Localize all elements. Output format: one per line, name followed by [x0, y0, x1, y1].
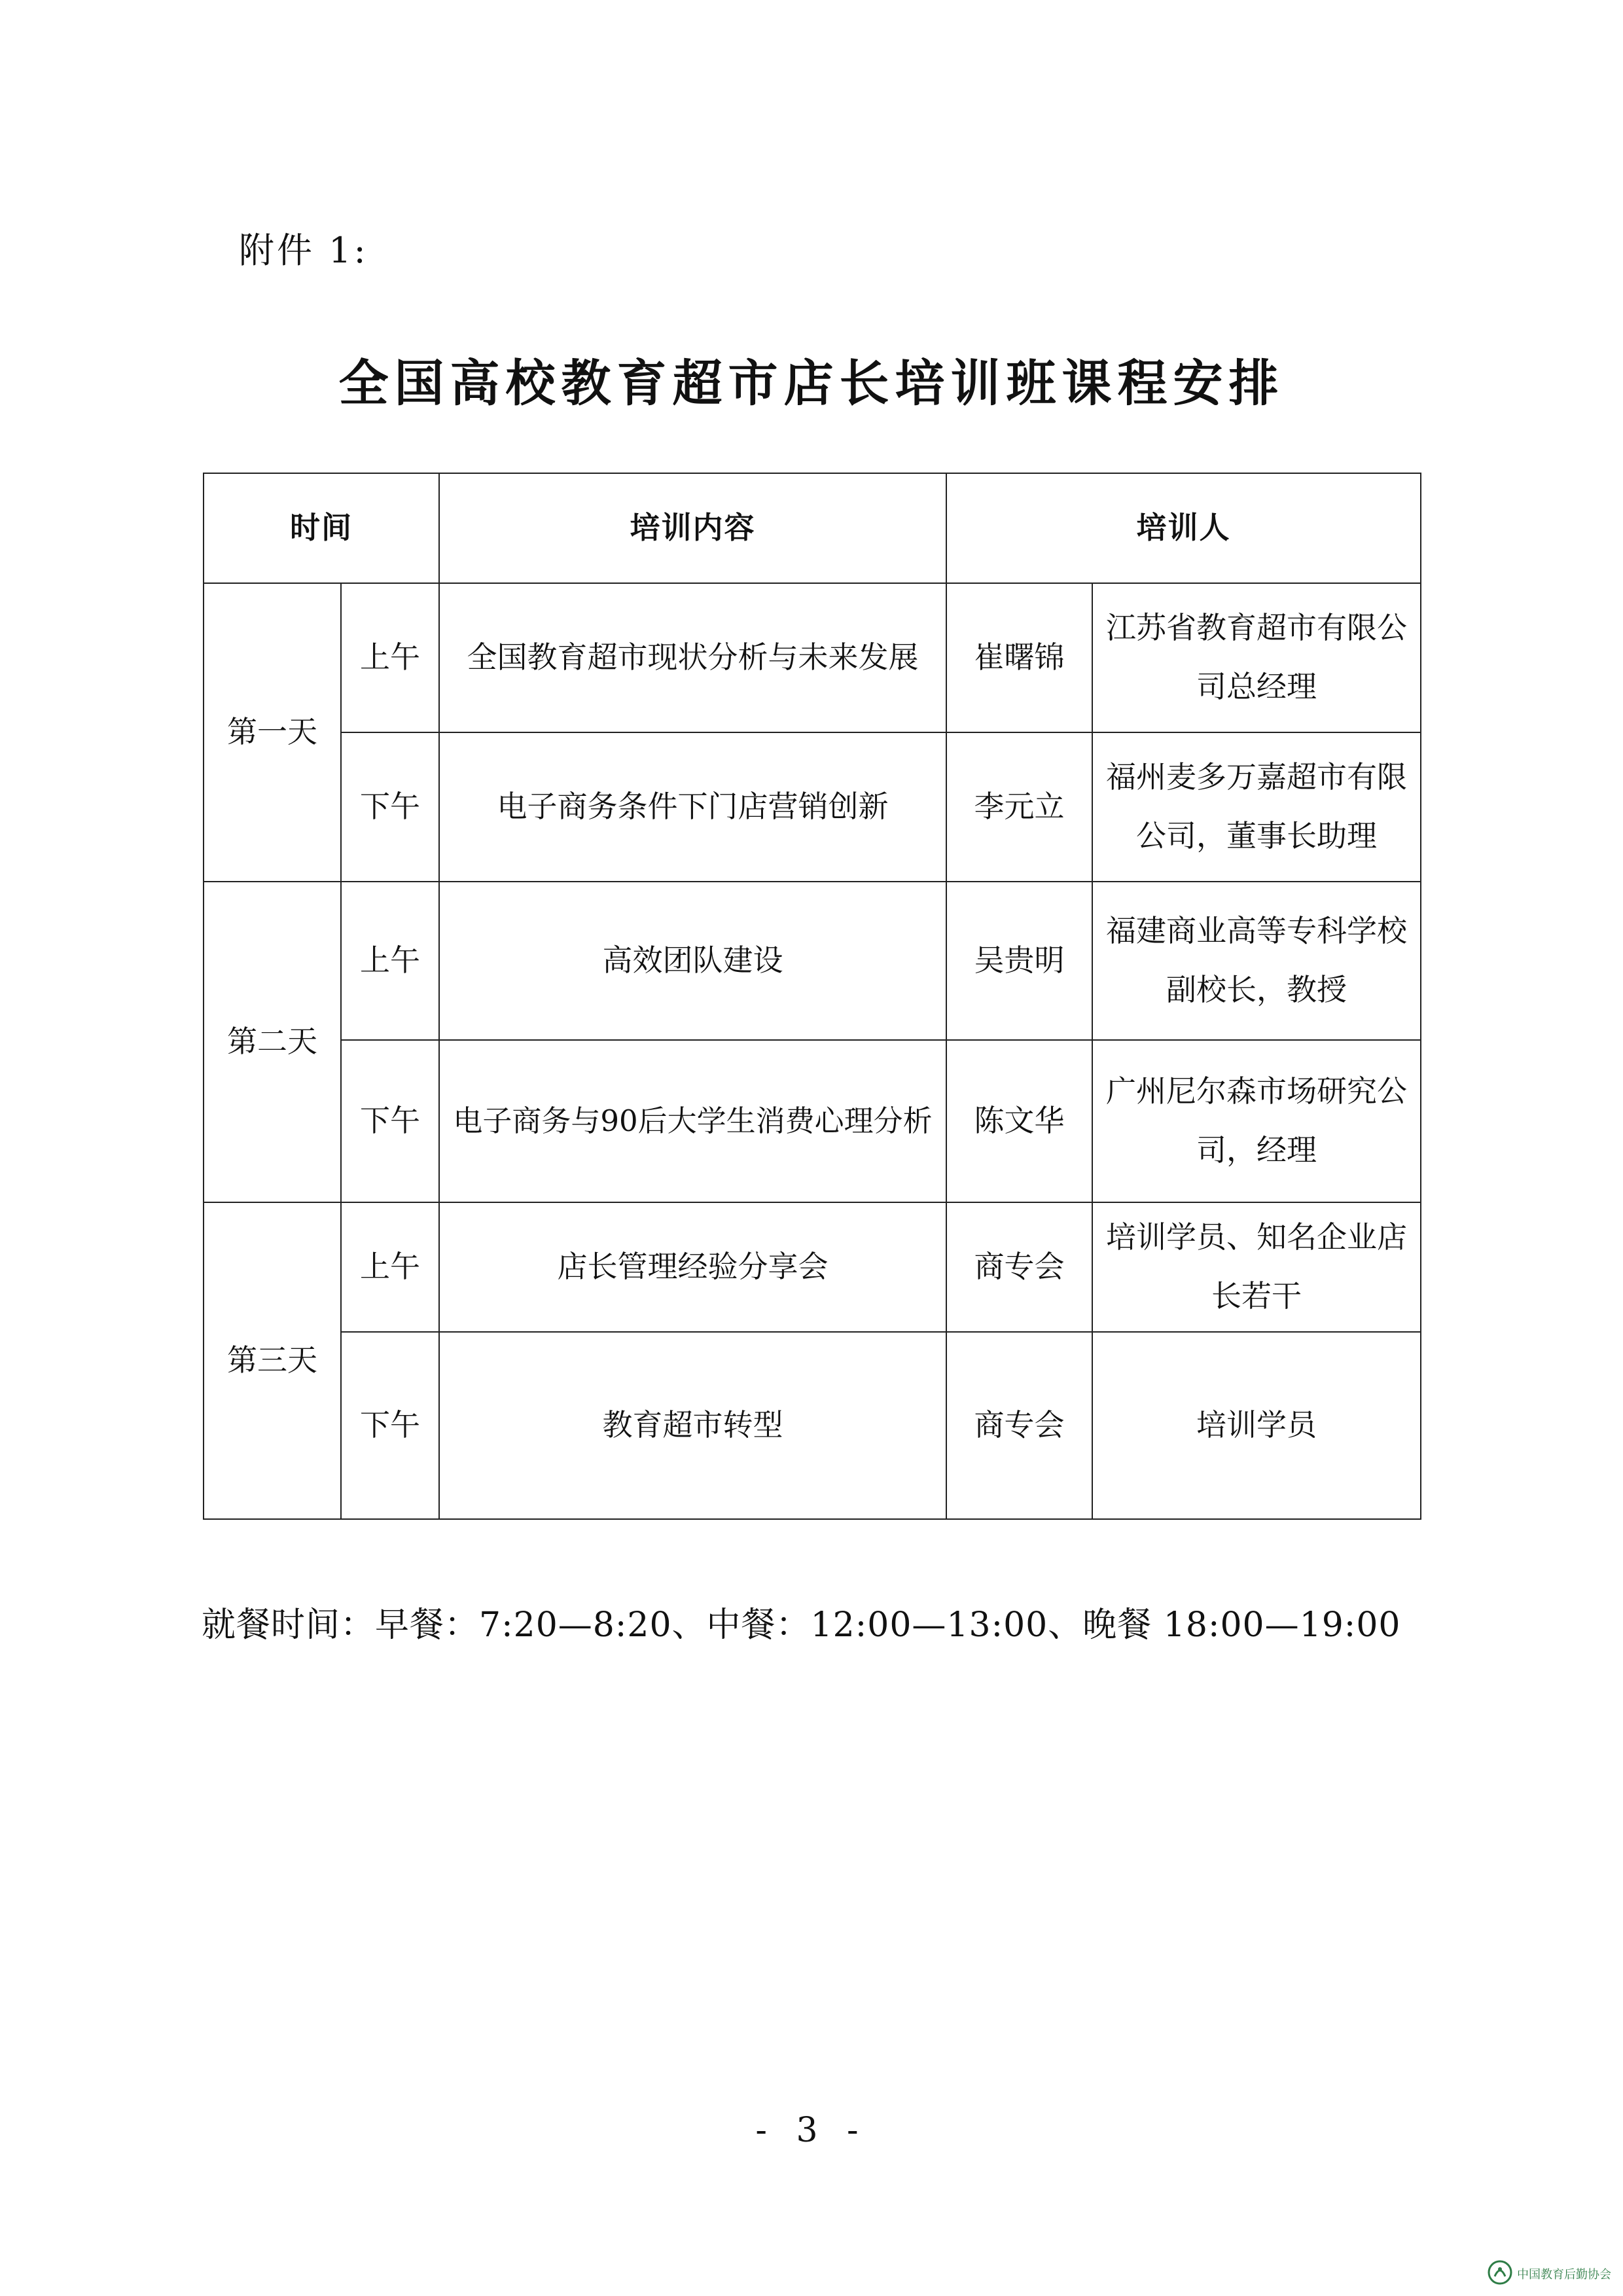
period-cell: 下午 [341, 1040, 439, 1202]
page-number: - 3 - [755, 2111, 868, 2150]
period-cell: 下午 [341, 732, 439, 882]
table-row [204, 882, 1421, 1040]
trainer-org-cell: 培训学员 [1092, 1332, 1421, 1519]
day-label: 第一天 [204, 583, 341, 882]
trainer-org-cell: 培训学员、知名企业店长若干 [1092, 1202, 1421, 1332]
period-cell: 下午 [341, 1332, 439, 1519]
header-time: 时间 [204, 473, 439, 583]
period-cell: 上午 [341, 583, 439, 732]
trainer-org-cell: 福建商业高等专科学校副校长，教授 [1092, 882, 1421, 1040]
schedule-table [203, 473, 1421, 1520]
content-cell: 店长管理经验分享会 [439, 1202, 946, 1332]
header-trainer: 培训人 [946, 473, 1421, 583]
association-logo-icon [1487, 2259, 1513, 2288]
day-label: 第二天 [204, 882, 341, 1202]
trainer-name-cell: 吴贵明 [946, 882, 1092, 1040]
period-cell: 上午 [341, 1202, 439, 1332]
trainer-name-cell: 李元立 [946, 732, 1092, 882]
attachment-label: 附件 1: [239, 230, 368, 271]
table-row [204, 732, 1421, 882]
trainer-name-cell: 商专会 [946, 1332, 1092, 1519]
trainer-name-cell: 商专会 [946, 1202, 1092, 1332]
trainer-name-cell: 崔曙锦 [946, 583, 1092, 732]
period-cell: 上午 [341, 882, 439, 1040]
table-row [204, 1332, 1421, 1519]
footer-logo [1487, 2259, 1611, 2288]
content-cell: 教育超市转型 [439, 1332, 946, 1519]
content-cell: 全国教育超市现状分析与未来发展 [439, 583, 946, 732]
logo-text: 中国教育后勤协会 [1517, 2268, 1611, 2282]
table-header-row [204, 473, 1421, 583]
trainer-org-cell: 广州尼尔森市场研究公司，经理 [1092, 1040, 1421, 1202]
trainer-org-cell: 福州麦多万嘉超市有限公司，董事长助理 [1092, 732, 1421, 882]
content-cell: 电子商务条件下门店营销创新 [439, 732, 946, 882]
content-cell: 电子商务与90后大学生消费心理分析 [439, 1040, 946, 1202]
trainer-name-cell: 陈文华 [946, 1040, 1092, 1202]
day-label: 第三天 [204, 1202, 341, 1519]
document-title: 全国高校教育超市店长培训班课程安排 [338, 354, 1285, 412]
table-row [204, 583, 1421, 732]
content-cell: 高效团队建设 [439, 882, 946, 1040]
table-row [204, 1202, 1421, 1332]
header-content: 培训内容 [439, 473, 946, 583]
table-row [204, 1040, 1421, 1202]
trainer-org-cell: 江苏省教育超市有限公司总经理 [1092, 583, 1421, 732]
meal-times: 就餐时间：早餐：7:20—8:20、中餐：12:00—13:00、晚餐 18:00—19:00 [202, 1605, 1401, 1645]
